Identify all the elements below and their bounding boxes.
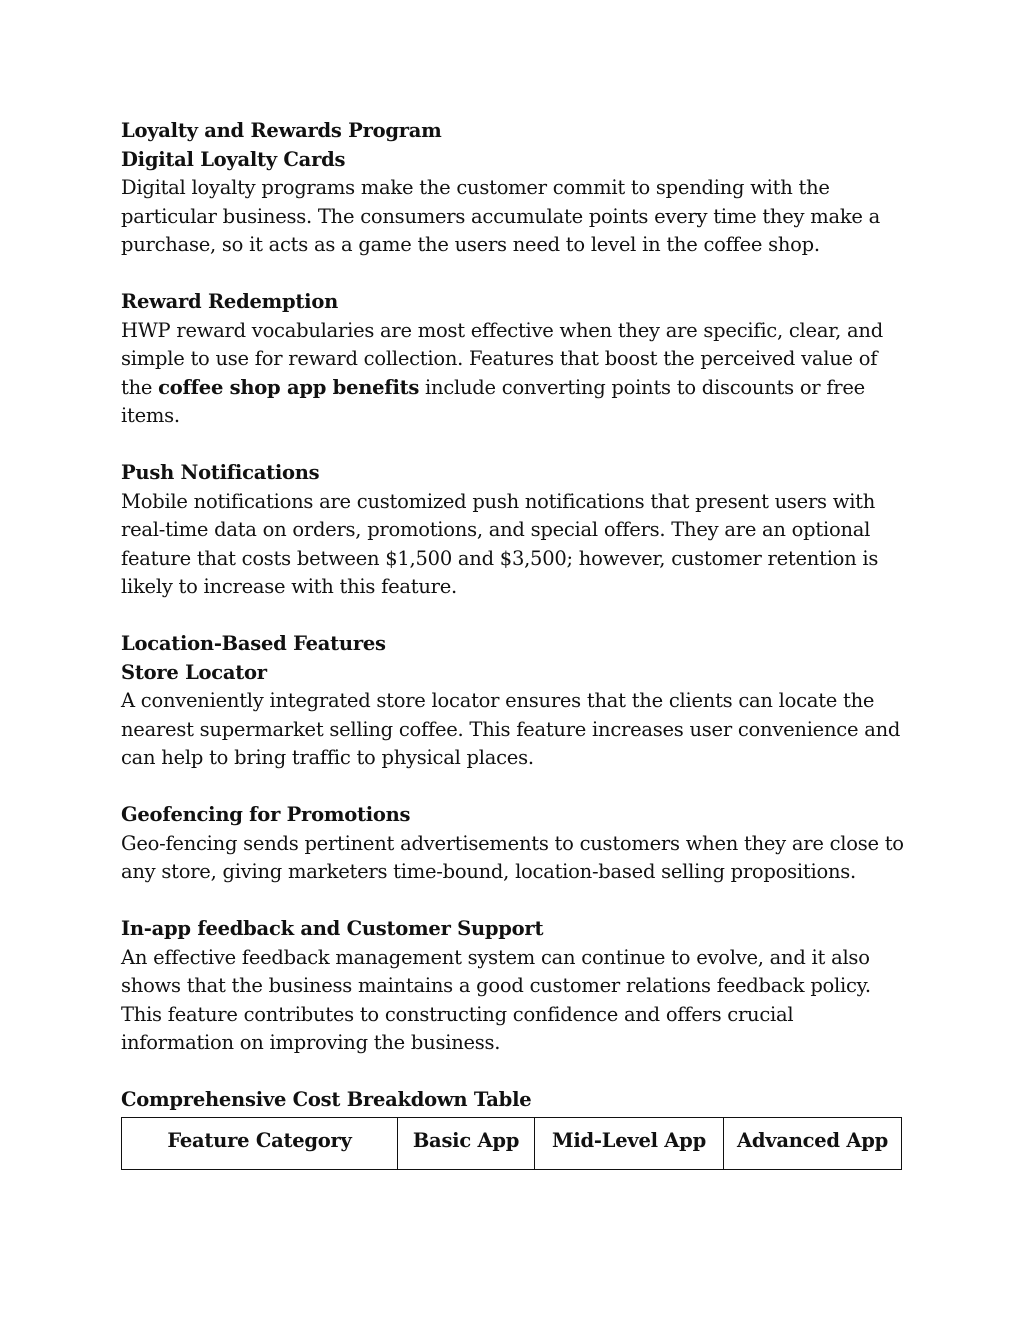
store-locator-body: A conveniently integrated store locator ensures that the clients can locate the nearest supermarket selling coffee. This feature increases user convenience and can help to bring traffic to physical places. <box>121 689 901 769</box>
spacer <box>121 773 907 802</box>
spacer <box>121 1058 907 1087</box>
digital-loyalty-cards-heading: Digital Loyalty Cards <box>121 147 346 171</box>
reward-redemption-heading: Reward Redemption <box>121 290 339 313</box>
feedback-heading: In-app feedback and Customer Support <box>121 917 544 940</box>
geofencing-heading: Geofencing for Promotions <box>121 803 411 826</box>
cost-breakdown-table <box>121 1117 902 1171</box>
feedback-body: An effective feedback management system can continue to evolve, and it also shows that the business maintains a good customer relations feedback policy. This feature contributes to constructing confidence and offers crucial information on improving the business. <box>121 945 871 1054</box>
column-header-feature-category: Feature Category <box>122 1117 398 1170</box>
spacer <box>121 602 907 631</box>
push-notifications-body: Mobile notifications are customized push notifications that present users with real-time data on orders, promotions, and special offers. They are an optional feature that costs between $1,500 and $3,500; however, customer retention is likely to increase with this feature. <box>121 489 879 598</box>
spacer <box>121 431 907 460</box>
loyalty-section-title: Loyalty and Rewards Program <box>121 119 442 142</box>
push-notifications-heading: Push Notifications <box>121 461 320 484</box>
coffee-shop-app-benefits-emphasis: coffee shop app benefits <box>158 375 420 399</box>
location-section-title: Location-Based Features <box>121 632 386 655</box>
cost-table-heading: Comprehensive Cost Breakdown Table <box>121 1088 532 1111</box>
column-header-mid-level-app: Mid-Level App <box>535 1117 724 1170</box>
column-header-basic-app: Basic App <box>398 1117 535 1170</box>
store-locator-heading: Store Locator <box>121 660 267 684</box>
digital-loyalty-cards-body: Digital loyalty programs make the customer commit to spending with the particular business. The consumers accumulate points every time they make a purchase, so it acts as a game the users need to level in the coffee shop. <box>121 176 881 256</box>
column-header-advanced-app: Advanced App <box>724 1117 902 1170</box>
reward-redemption-body-end: include converting points to discounts or free items. <box>121 375 865 427</box>
reward-redemption-body-start: HWP reward vocabularies are most effective when they are specific, clear, and simple to use for reward collection. Features that boost the perceived value of the <box>121 318 883 399</box>
spacer <box>121 887 907 916</box>
spacer <box>121 260 907 289</box>
reward-redemption-body <box>121 317 907 431</box>
table-header-row <box>122 1117 902 1170</box>
geofencing-body: Geo-fencing sends pertinent advertisements to customers when they are close to any store, giving marketers time-bound, location-based selling propositions. <box>121 831 904 883</box>
document-page <box>121 117 907 1170</box>
